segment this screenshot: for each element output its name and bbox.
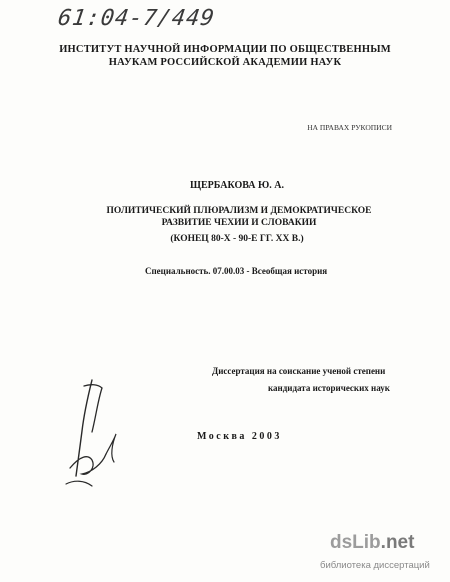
dslib-subtitle: библиотека диссертаций bbox=[320, 560, 430, 571]
institution-line-2: НАУКАМ РОССИЙСКОЙ АКАДЕМИИ НАУК bbox=[108, 57, 342, 68]
title-line-1: ПОЛИТИЧЕСКИЙ ПЛЮРАЛИЗМ И ДЕМОКРАТИЧЕСКОЕ bbox=[106, 206, 372, 216]
dissertation-line-1: Диссертация на соискание ученой степени bbox=[212, 366, 386, 376]
dissertation-line-2: кандидата исторических наук bbox=[268, 383, 390, 393]
dslib-logo-suffix: .net bbox=[380, 532, 415, 553]
specialty-line: Специальность. 07.00.03 - Всеобщая история bbox=[145, 266, 328, 276]
dslib-logo-main: dsLib bbox=[330, 532, 381, 553]
city-year: Москва 2003 bbox=[197, 431, 282, 442]
dslib-watermark bbox=[318, 532, 450, 582]
archive-number: 61:04-7/449 bbox=[56, 6, 217, 31]
dslib-logo bbox=[330, 532, 414, 554]
title-period: (КОНЕЦ 80-Х - 90-Е ГГ. XX В.) bbox=[170, 234, 304, 244]
title-line-2: РАЗВИТИЕ ЧЕХИИ И СЛОВАКИИ bbox=[161, 218, 317, 228]
institution-line-1: ИНСТИТУТ НАУЧНОЙ ИНФОРМАЦИИ ПО ОБЩЕСТВЕННЫМ bbox=[59, 44, 391, 55]
author-name: ЩЕРБАКОВА Ю. А. bbox=[190, 180, 284, 191]
rights-note: НА ПРАВАХ РУКОПИСИ bbox=[307, 123, 392, 132]
handwritten-signature bbox=[62, 376, 132, 496]
